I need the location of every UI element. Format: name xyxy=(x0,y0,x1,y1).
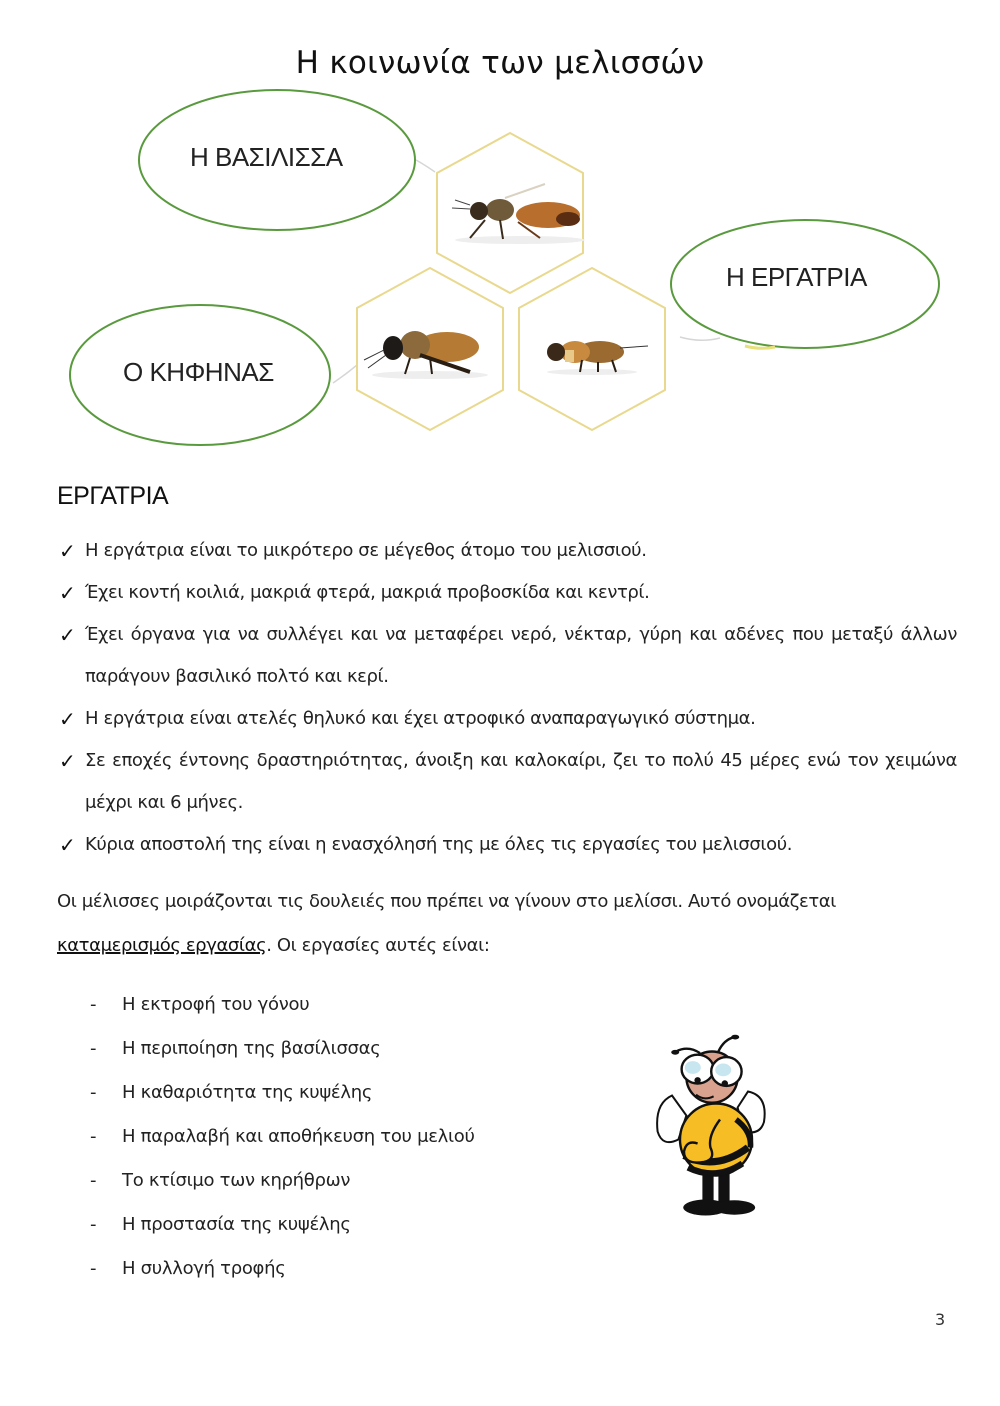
task-item xyxy=(90,1247,475,1291)
fact-item xyxy=(57,740,957,824)
checkmark-icon: ✓ xyxy=(59,623,76,647)
task-item xyxy=(90,1071,475,1115)
fact-text: Κύρια αποστολή της είναι η ενασχόλησή της με όλες τις εργασίες του μελισσιού. xyxy=(85,834,793,855)
connector-drone xyxy=(333,365,357,383)
checkmark-icon: ✓ xyxy=(59,833,76,857)
fact-item xyxy=(57,572,957,614)
dash-bullet-icon: - xyxy=(90,1126,97,1147)
task-item xyxy=(90,1159,475,1203)
checkmark-icon: ✓ xyxy=(59,749,76,773)
checkmark-icon: ✓ xyxy=(59,581,76,605)
task-text: Η συλλογή τροφής xyxy=(122,1258,286,1279)
division-of-labour-paragraph xyxy=(57,880,947,968)
oval-label-drone: Ο ΚΗΦΗΝΑΣ xyxy=(123,357,274,387)
connector-queen xyxy=(416,160,435,172)
task-item xyxy=(90,1115,475,1159)
worker-facts-list xyxy=(57,530,957,866)
cartoon-bee-illustration xyxy=(640,1010,800,1245)
task-item xyxy=(90,983,475,1027)
dash-bullet-icon: - xyxy=(90,1038,97,1059)
bee-society-diagram xyxy=(0,0,1000,460)
task-text: Η παραλαβή και αποθήκευση του μελιού xyxy=(122,1126,475,1147)
section-heading: ΕΡΓΑΤΡΙΑ xyxy=(57,482,169,510)
fact-item xyxy=(57,530,957,572)
paragraph-text-after: . Οι εργασίες αυτές είναι: xyxy=(266,935,490,956)
tasks-list xyxy=(90,983,475,1291)
checkmark-icon: ✓ xyxy=(59,707,76,731)
task-item xyxy=(90,1203,475,1247)
fact-text: Η εργάτρια είναι ατελές θηλυκό και έχει ατροφικό αναπαραγωγικό σύστημα. xyxy=(85,708,756,729)
task-text: Το κτίσιμο των κηρήθρων xyxy=(122,1170,351,1191)
fact-text: Σε εποχές έντονης δραστηριότητας, άνοιξη και καλοκαίρι, ζει το πολύ 45 μέρες ενώ τον χειμώνα μέχρι και 6 μήνες. xyxy=(85,750,957,813)
task-text: Η προστασία της κυψέλης xyxy=(122,1214,351,1235)
page-title: Η κοινωνία των μελισσών xyxy=(295,45,705,81)
oval-worker-highlight xyxy=(745,346,775,348)
task-text: Η καθαριότητα της κυψέλης xyxy=(122,1082,373,1103)
oval-label-queen: Η ΒΑΣΙΛΙΣΣΑ xyxy=(190,142,343,172)
dash-bullet-icon: - xyxy=(90,1258,97,1279)
task-text: Η εκτροφή του γόνου xyxy=(122,994,310,1015)
connector-worker xyxy=(680,337,720,340)
fact-item xyxy=(57,614,957,698)
task-text: Η περιποίηση της βασίλισσας xyxy=(122,1038,381,1059)
page-number: 3 xyxy=(935,1310,946,1329)
fact-text: Η εργάτρια είναι το μικρότερο σε μέγεθος άτομο του μελισσιού. xyxy=(85,540,647,561)
dash-bullet-icon: - xyxy=(90,1170,97,1191)
fact-item xyxy=(57,698,957,740)
checkmark-icon: ✓ xyxy=(59,539,76,563)
key-term: καταμερισμός εργασίας xyxy=(57,935,267,956)
fact-text: Έχει κοντή κοιλιά, μακριά φτερά, μακριά προβοσκίδα και κεντρί. xyxy=(85,582,650,603)
dash-bullet-icon: - xyxy=(90,1214,97,1235)
oval-label-worker: Η ΕΡΓΑΤΡΙΑ xyxy=(726,262,867,292)
fact-item xyxy=(57,824,957,866)
fact-text: Έχει όργανα για να συλλέγει και να μεταφέρει νερό, νέκταρ, γύρη και αδένες που μεταξύ άλλων παράγουν βασιλικό πολτό και κερί. xyxy=(85,624,957,687)
dash-bullet-icon: - xyxy=(90,1082,97,1103)
task-item xyxy=(90,1027,475,1071)
paragraph-text-before: Οι μέλισσες μοιράζονται τις δουλειές που πρέπει να γίνουν στο μελίσσι. Αυτό ονομάζεται xyxy=(57,891,836,912)
dash-bullet-icon: - xyxy=(90,994,97,1015)
